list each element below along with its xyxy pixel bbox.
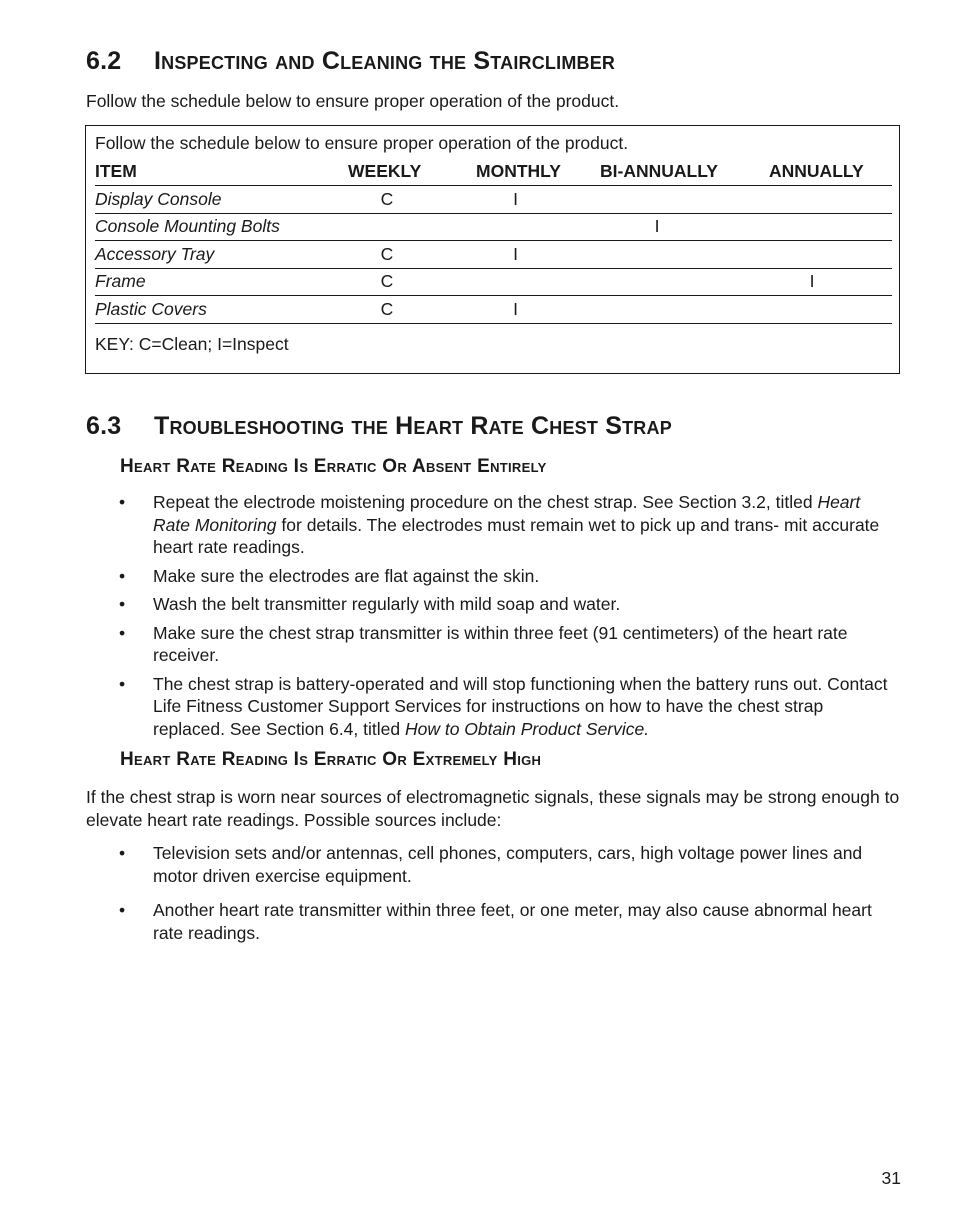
list-item-text: Another heart rate transmitter within three feet, or one meter, may also cause abnormal heart rate readings. (153, 900, 872, 943)
table-cell-mark (449, 213, 582, 241)
section-6-2-intro: Follow the schedule below to ensure proper operation of the product. (86, 91, 620, 111)
page-number: 31 (881, 1168, 901, 1188)
table-cell-item: Console Mounting Bolts (95, 213, 325, 241)
bullet-icon: • (119, 594, 126, 614)
table-cell-item: Display Console (95, 186, 325, 214)
table-cell-mark: I (449, 186, 582, 214)
table-cell-mark: I (449, 296, 582, 324)
table-cell-mark (732, 213, 892, 241)
list-item (86, 593, 896, 616)
table-cell-mark (732, 296, 892, 324)
header-bi-annually: BI-ANNUALLY (600, 161, 718, 181)
table-cell-mark: I (582, 213, 732, 241)
table-cell-item: Accessory Tray (95, 241, 325, 269)
table-cell-item: Plastic Covers (95, 296, 325, 324)
table-cell-mark (732, 241, 892, 269)
list-item (86, 673, 896, 741)
section-number: 6.3 (86, 412, 122, 440)
bullet-icon: • (119, 622, 126, 643)
table-row (95, 241, 892, 269)
list-item (86, 622, 896, 667)
emphasized-text: Heart Rate Monitoring (153, 492, 861, 535)
list-item (86, 565, 896, 588)
section-number: 6.2 (86, 47, 122, 75)
section-6-3-heading (86, 412, 672, 441)
table-cell-mark (325, 213, 449, 241)
list-item-text: for details. The electrodes must remain wet to pick up and trans- mit accurate heart rate readings. (153, 514, 880, 557)
list-item (86, 842, 896, 887)
header-item: ITEM (95, 161, 137, 181)
section-title: Troubleshooting the Heart Rate Chest Strap (154, 412, 672, 440)
table-cell-mark (449, 268, 582, 296)
table-cell-mark: I (449, 241, 582, 269)
table-cell-mark: C (325, 241, 449, 269)
bullet-icon: • (119, 565, 126, 586)
table-cell-mark: I (732, 268, 892, 296)
bullet-icon: • (119, 673, 126, 694)
bullet-icon: • (119, 900, 126, 920)
list-item-text: Make sure the chest strap transmitter is within three feet (91 centimeters) of the heart rate receiver. (153, 622, 848, 665)
subheading-erratic-or-high: Heart Rate Reading Is Erratic Or Extremely High (120, 749, 542, 770)
bullet-icon: • (119, 843, 126, 863)
list-item-text: Repeat the electrode moistening procedure on the chest strap. See Section 3.2, titled (153, 492, 818, 512)
section-title: Inspecting and Cleaning the Stairclimber (154, 47, 616, 75)
maintenance-schedule-table (85, 125, 900, 374)
schedule-grid (95, 161, 892, 324)
table-cell-mark (582, 268, 732, 296)
table-key: KEY: C=Clean; I=Inspect (95, 334, 289, 354)
section-6-2-heading (86, 47, 615, 76)
list-item-text: The chest strap is battery-operated and will stop functioning when the battery runs out. Contact Life Fitness Customer Support Services for instructions on how to have the chest strap replaced. See Section 6.4, titled (153, 673, 888, 739)
list-item (86, 491, 896, 559)
bullet-icon: • (119, 492, 126, 512)
sub-2-intro: If the chest strap is worn near sources of electromagnetic signals, these signals may be strong enough to elevate heart rate readings. Possible sources include: (86, 787, 900, 830)
table-row (95, 186, 892, 214)
table-cell-mark: C (325, 296, 449, 324)
table-cell-mark: C (325, 186, 449, 214)
table-row (95, 213, 892, 241)
table-cell-mark: C (325, 268, 449, 296)
list-item-text: Television sets and/or antennas, cell phones, computers, cars, high voltage power lines and motor driven exercise equipment. (153, 843, 863, 886)
table-cell-mark (582, 186, 732, 214)
emphasized-text: How to Obtain Product Service. (404, 718, 650, 739)
subheading-erratic-or-absent: Heart Rate Reading Is Erratic Or Absent Entirely (120, 456, 547, 477)
list-item (86, 899, 896, 944)
list-item-text: Make sure the electrodes are flat against the skin. (153, 565, 540, 586)
table-intro: Follow the schedule below to ensure proper operation of the product. (95, 133, 629, 153)
table-cell-mark (582, 296, 732, 324)
table-row (95, 296, 892, 324)
bullet-list-erratic-or-absent (86, 491, 896, 740)
bullet-list-erratic-or-high (86, 842, 896, 944)
table-cell-mark (582, 241, 732, 269)
table-cell-mark (732, 186, 892, 214)
header-monthly: MONTHLY (476, 161, 561, 181)
table-row (95, 268, 892, 296)
header-weekly: WEEKLY (348, 161, 422, 181)
header-annually: ANNUALLY (769, 161, 864, 181)
list-item-text: Wash the belt transmitter regularly with mild soap and water. (153, 594, 621, 614)
table-body (95, 186, 892, 324)
table-cell-item: Frame (95, 268, 325, 296)
table-header-row (95, 161, 892, 186)
